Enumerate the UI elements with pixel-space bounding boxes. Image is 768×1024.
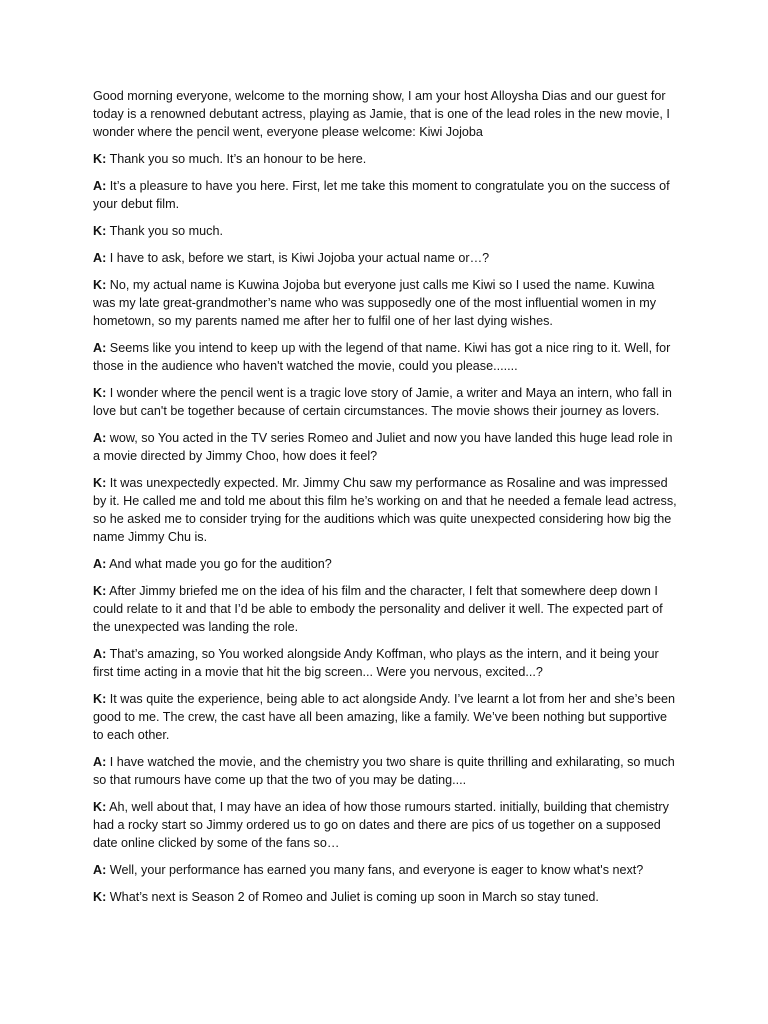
dialogue-text: It was unexpectedly expected. Mr. Jimmy Chu saw my performance as Rosaline and was impressed by it. He called me and told me about this film he’s working on and that he needed a female lead actress, so he asked me to consider trying for the auditions which was quite unexpected considering how big the name Jimmy Chu is. [93, 476, 677, 544]
speaker-label: K: [93, 692, 107, 706]
speaker-label: K: [93, 386, 107, 400]
dialogue-paragraph [93, 690, 678, 744]
dialogue-text: I have to ask, before we start, is Kiwi Jojoba your actual name or…? [109, 251, 490, 265]
dialogue-text: That’s amazing, so You worked alongside Andy Koffman, who plays as the intern, and it being your first time acting in a movie that hit the big screen... Were you nervous, excited...? [93, 647, 659, 679]
speaker-label: A: [93, 179, 107, 193]
dialogue-text: And what made you go for the audition? [109, 557, 332, 571]
dialogue-paragraph [93, 753, 678, 789]
dialogue-paragraph [93, 582, 678, 636]
dialogue-paragraph [93, 474, 678, 546]
speaker-label: A: [93, 431, 107, 445]
dialogue-text: No, my actual name is Kuwina Jojoba but everyone just calls me Kiwi so I used the name. Kuwina was my late great-grandmother’s name who was supposedly one of the most influential women in my hometown, so my parents named me after her to fulfil one of her last dying wishes. [93, 278, 657, 328]
dialogue-paragraph [93, 645, 678, 681]
dialogue-text: Well, your performance has earned you many fans, and everyone is eager to know what's next? [109, 863, 644, 877]
dialogue-text: Thank you so much. It’s an honour to be here. [109, 152, 367, 166]
dialogue-paragraph [93, 177, 678, 213]
dialogue-text: Thank you so much. [109, 224, 223, 238]
dialogue-text: What’s next is Season 2 of Romeo and Juliet is coming up soon in March so stay tuned. [109, 890, 599, 904]
transcript-body [93, 87, 678, 915]
dialogue-paragraph [93, 555, 678, 573]
speaker-label: A: [93, 341, 107, 355]
speaker-label: A: [93, 251, 107, 265]
dialogue-paragraph [93, 339, 678, 375]
dialogue-text: It was quite the experience, being able to act alongside Andy. I’ve learnt a lot from her and she’s been good to me. The crew, the cast have all been amazing, like a family. We’ve been nothing but supportive to each other. [93, 692, 676, 742]
dialogue-paragraph [93, 249, 678, 267]
dialogue-text: I have watched the movie, and the chemistry you two share is quite thrilling and exhilarating, so much so that rumours have come up that the two of you may be dating.... [93, 755, 675, 787]
dialogue-text: I wonder where the pencil went is a tragic love story of Jamie, a writer and Maya an intern, who fall in love but can't be together because of certain circumstances. The movie shows their journey as lovers. [93, 386, 672, 418]
dialogue-text: It’s a pleasure to have you here. First, let me take this moment to congratulate you on the success of your debut film. [93, 179, 670, 211]
dialogue-text: Ah, well about that, I may have an idea of how those rumours started. initially, building that chemistry had a rocky start so Jimmy ordered us to go on dates and there are pics of us together on a supposed date online clicked by some of the fans so… [93, 800, 669, 850]
dialogue-paragraph [93, 888, 678, 906]
speaker-label: K: [93, 800, 107, 814]
intro-paragraph: Good morning everyone, welcome to the morning show, I am your host Alloysha Dias and our guest for today is a renowned debutant actress, playing as Jamie, that is one of the lead roles in the new movie, I wonder where the pencil went, everyone please welcome: Kiwi Jojoba [93, 89, 670, 139]
dialogue-text: Seems like you intend to keep up with the legend of that name. Kiwi has got a nice ring to it. Well, for those in the audience who haven't watched the movie, could you please....... [93, 341, 671, 373]
speaker-label: K: [93, 890, 107, 904]
speaker-label: A: [93, 557, 107, 571]
speaker-label: A: [93, 863, 107, 877]
speaker-label: K: [93, 278, 107, 292]
speaker-label: K: [93, 584, 107, 598]
dialogue-paragraph [93, 384, 678, 420]
dialogue-paragraph [93, 150, 678, 168]
speaker-label: K: [93, 152, 107, 166]
dialogue-paragraph [93, 429, 678, 465]
dialogue-paragraph [93, 222, 678, 240]
dialogue-paragraph [93, 276, 678, 330]
dialogue-text: wow, so You acted in the TV series Romeo and Juliet and now you have landed this huge lead role in a movie directed by Jimmy Choo, how does it feel? [93, 431, 673, 463]
dialogue-text: After Jimmy briefed me on the idea of his film and the character, I felt that somewhere deep down I could relate to it and that I’d be able to embody the personality and deliver it well. The expected part of the unexpected was landing the role. [93, 584, 663, 634]
dialogue-paragraph [93, 798, 678, 852]
dialogue-paragraph [93, 861, 678, 879]
speaker-label: K: [93, 224, 107, 238]
speaker-label: A: [93, 755, 107, 769]
speaker-label: A: [93, 647, 107, 661]
dialogue-list [93, 150, 678, 906]
speaker-label: K: [93, 476, 107, 490]
